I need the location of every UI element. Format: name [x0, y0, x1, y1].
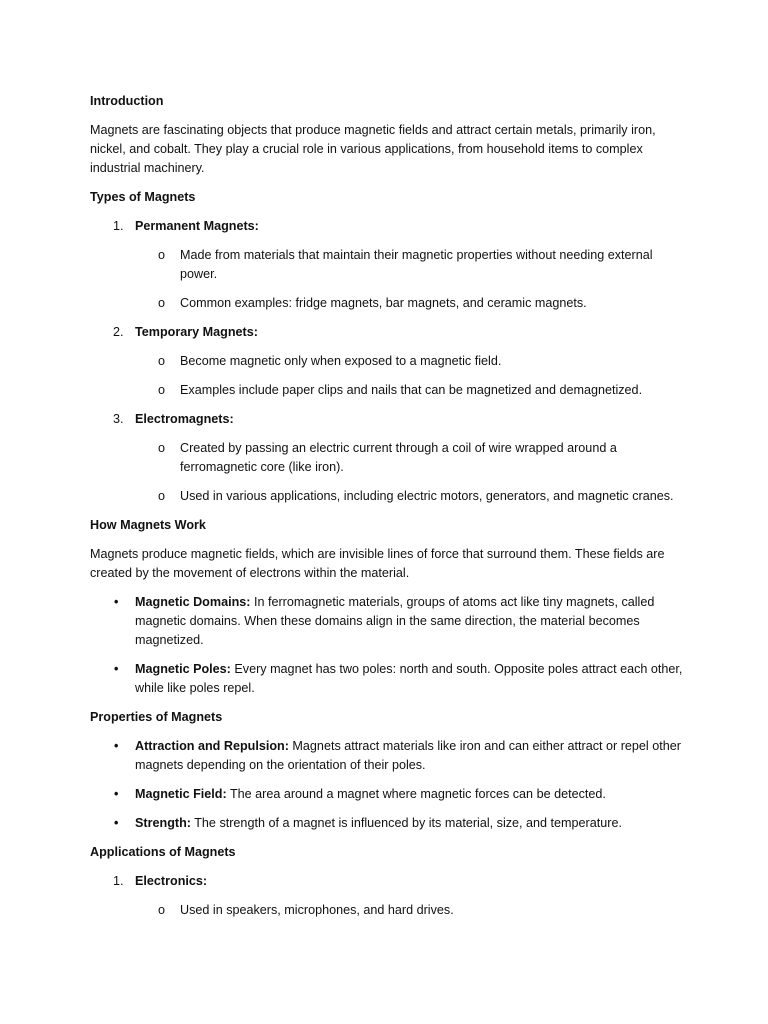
sub-bullet-marker: o — [158, 296, 166, 310]
bullet-text: Magnets attract materials like iron and can either attract or repel other magnets depending on the orientation of their poles. — [135, 739, 681, 772]
sub-bullet-marker: o — [158, 383, 166, 397]
section-heading-how-magnets-work: How Magnets Work — [90, 518, 206, 532]
bullet-item-magnetic-field — [90, 785, 690, 804]
bullet-item-magnetic-domains — [90, 593, 690, 650]
list-item-temporary-magnets — [90, 323, 690, 342]
sub-list-text: Used in various applications, including electric motors, generators, and magnetic cranes. — [180, 489, 674, 503]
section-heading-introduction: Introduction — [90, 94, 164, 108]
sub-bullet-marker: o — [158, 489, 166, 503]
list-number: 3. — [113, 412, 124, 426]
list-item-title: Temporary Magnets: — [135, 325, 258, 339]
sub-list-item — [90, 352, 690, 371]
bullet-term: Strength: — [135, 816, 191, 830]
sub-list-text: Common examples: fridge magnets, bar magnets, and ceramic magnets. — [180, 296, 587, 310]
sub-bullet-marker: o — [158, 903, 166, 917]
list-item-title: Electromagnets: — [135, 412, 234, 426]
section-heading-applications: Applications of Magnets — [90, 845, 236, 859]
sub-list-text: Become magnetic only when exposed to a magnetic field. — [180, 354, 502, 368]
sub-list-item — [90, 901, 690, 920]
sub-list-text: Made from materials that maintain their magnetic properties without needing external power. — [180, 248, 653, 281]
section-heading-properties: Properties of Magnets — [90, 710, 223, 724]
section-heading-types: Types of Magnets — [90, 190, 196, 204]
sub-list-item — [90, 487, 690, 506]
bullet-text: Every magnet has two poles: north and south. Opposite poles attract each other, while like poles repel. — [135, 662, 683, 695]
sub-bullet-marker: o — [158, 441, 166, 455]
bullet-marker: • — [114, 739, 119, 753]
bullet-term: Magnetic Poles: — [135, 662, 231, 676]
bullet-marker: • — [114, 595, 119, 609]
sub-list-item — [90, 439, 690, 477]
sub-bullet-marker: o — [158, 248, 166, 262]
bullet-term: Magnetic Field: — [135, 787, 227, 801]
bullet-item-strength — [90, 814, 690, 833]
bullet-marker: • — [114, 787, 119, 801]
sub-bullet-marker: o — [158, 354, 166, 368]
sub-list-text: Created by passing an electric current through a coil of wire wrapped around a ferromagnetic core (like iron). — [180, 441, 617, 474]
list-item-electronics — [90, 872, 690, 891]
list-number: 1. — [113, 874, 124, 888]
bullet-marker: • — [114, 662, 119, 676]
how-paragraph: Magnets produce magnetic fields, which are invisible lines of force that surround them. These fields are created by the movement of electrons within the material. — [90, 547, 665, 580]
intro-paragraph: Magnets are fascinating objects that produce magnetic fields and attract certain metals, primarily iron, nickel, and cobalt. They play a crucial role in various applications, from household items to complex industrial machinery. — [90, 123, 656, 175]
bullet-text: The area around a magnet where magnetic forces can be detected. — [226, 787, 606, 801]
bullet-text: In ferromagnetic materials, groups of atoms act like tiny magnets, called magnetic domains. When these domains align in the same direction, the material becomes magnetized. — [135, 595, 655, 647]
sub-list-item — [90, 246, 690, 284]
sub-list-text: Used in speakers, microphones, and hard drives. — [180, 903, 454, 917]
list-number: 2. — [113, 325, 124, 339]
list-item-electromagnets — [90, 410, 690, 429]
bullet-term: Magnetic Domains: — [135, 595, 251, 609]
list-number: 1. — [113, 219, 124, 233]
list-item-permanent-magnets — [90, 217, 690, 236]
sub-list-text: Examples include paper clips and nails that can be magnetized and demagnetized. — [180, 383, 643, 397]
bullet-item-attraction-repulsion — [90, 737, 690, 775]
list-item-title: Electronics: — [135, 874, 208, 888]
sub-list-item — [90, 294, 690, 313]
bullet-marker: • — [114, 816, 119, 830]
list-item-title: Permanent Magnets: — [135, 219, 259, 233]
document-page — [90, 92, 690, 930]
bullet-term: Attraction and Repulsion: — [135, 739, 289, 753]
sub-list-item — [90, 381, 690, 400]
bullet-text: The strength of a magnet is influenced by its material, size, and temperature. — [190, 816, 622, 830]
bullet-item-magnetic-poles — [90, 660, 690, 698]
